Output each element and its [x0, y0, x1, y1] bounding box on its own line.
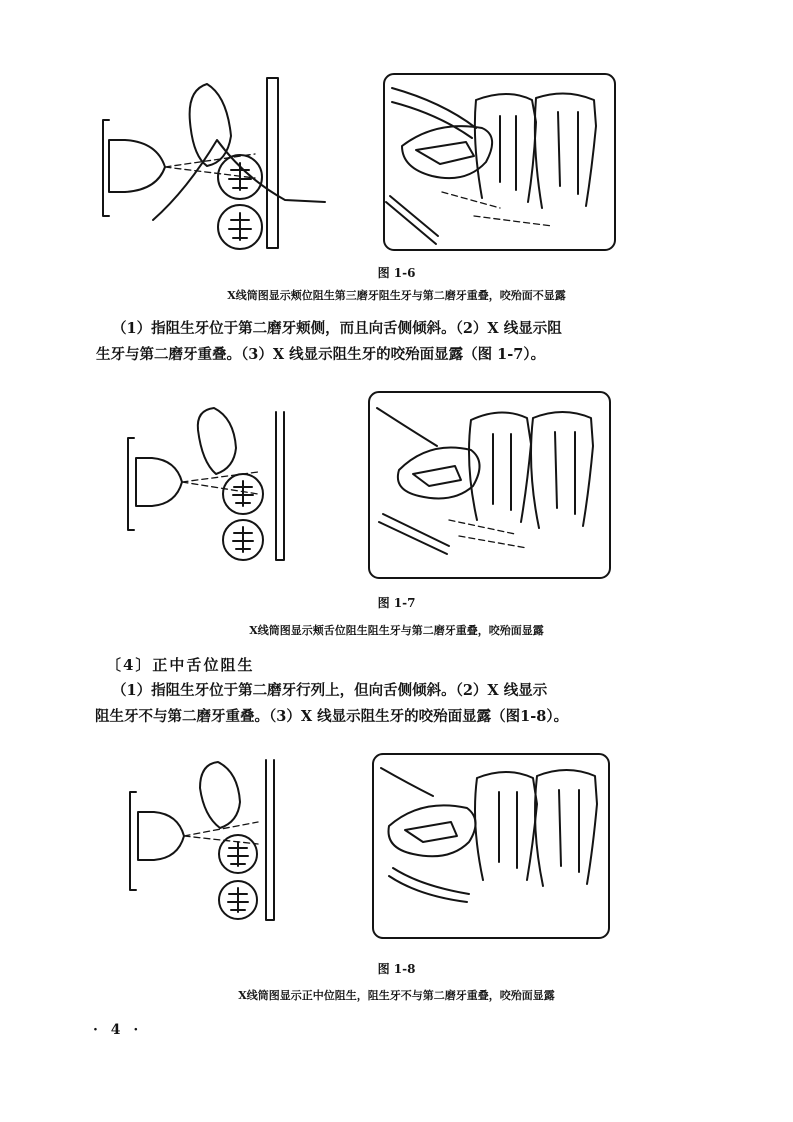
figure-1-8-xray	[371, 752, 611, 940]
figure-1-7-number: 图 1-7	[377, 596, 416, 610]
figure-1-8-caption: X线筒图显示正中位阻生，阻生牙不与第二磨牙重叠，咬殆面显露	[238, 989, 555, 1002]
section-4-line-1: （1）指阻生牙位于第二磨牙行列上，但向舌侧倾斜。（2）X 线显示	[112, 682, 548, 699]
figure-1-7-caption: X线筒图显示颊舌位阻生阻生牙与第二磨牙重叠，咬殆面显露	[249, 624, 544, 637]
section-4-heading: 〔4〕正中舌位阻生	[106, 656, 255, 674]
figure-1-6-schematic	[95, 70, 335, 260]
figure-1-6-caption: X线筒图显示颊位阻生第三磨牙阻生牙与第二磨牙重叠，咬殆面不显露	[227, 289, 566, 302]
figure-1-6-xray	[382, 72, 617, 252]
figure-1-7-xray	[367, 390, 612, 580]
section-4-line-2: 阻生牙不与第二磨牙重叠。（3）X 线显示阻生牙的咬殆面显露（图1-8）。	[95, 708, 569, 725]
figure-1-6-number: 图 1-6	[377, 266, 416, 280]
page-number: · 4 ·	[93, 1022, 143, 1038]
paragraph-1-line-1: （1）指阻生牙位于第二磨牙颊侧，而且向舌侧倾斜。（2）X 线显示阻	[112, 320, 562, 337]
paragraph-1-line-2: 生牙与第二磨牙重叠。（3）X 线显示阻生牙的咬殆面显露（图 1-7）。	[96, 346, 546, 363]
figure-1-8-number: 图 1-8	[377, 962, 416, 976]
figure-1-8-schematic	[118, 748, 293, 933]
figure-1-7-schematic	[118, 402, 298, 572]
